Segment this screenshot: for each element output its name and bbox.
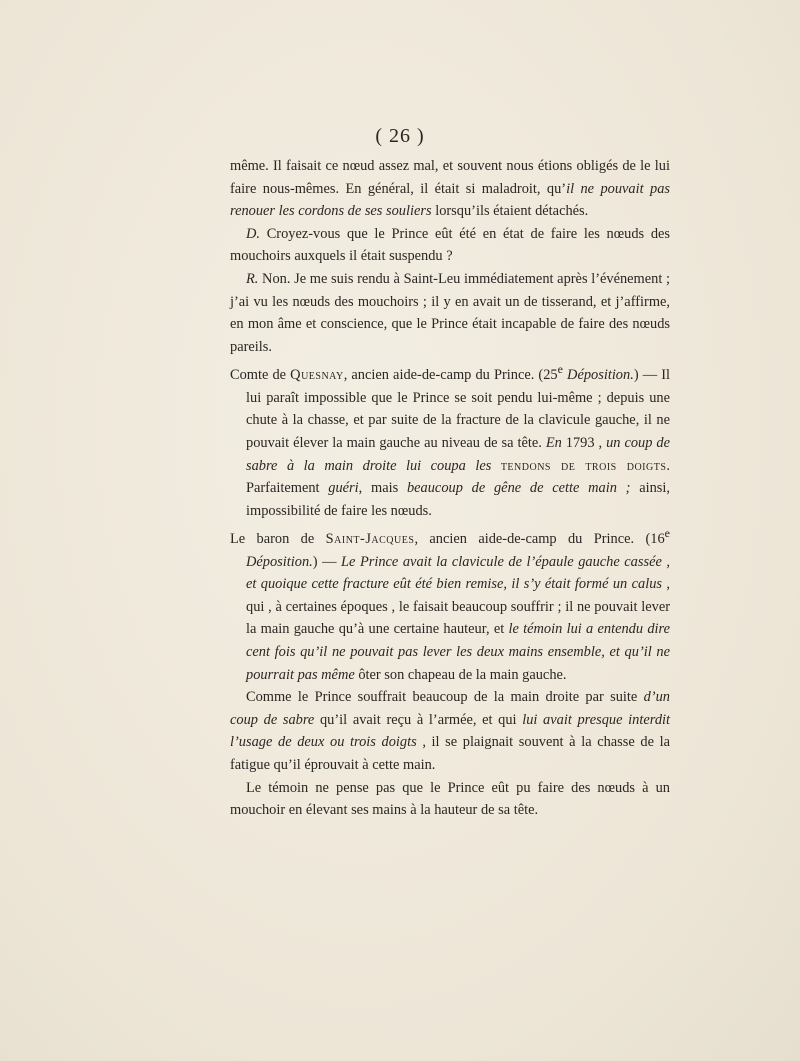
italic-text: d’un coup de sabre [230,689,670,728]
text-run: 1793 , [561,434,607,451]
text-run: Non. Je me suis rendu à Saint-Leu immédiatement après l’événement ; j’ai vu les nœuds des mouchoirs ; il y en avait un de tisserand, et j’affirme, en mon âme et conscience, que le Prince était incapable de faire des nœuds pareils. [230,270,670,355]
paragraph [230,686,670,776]
paragraph [230,268,670,358]
text-run: , ancien aide-de-camp du Prince. (25 [343,367,558,384]
paragraph [230,522,670,686]
text-run: , mais [358,480,407,497]
text-run [491,458,501,474]
paragraph [230,155,670,223]
superscript-text: e [557,362,563,377]
italic-text: lui avait presque interdit l’usage de deux ou trois doigts [230,711,671,751]
superscript-text: e [664,526,670,541]
page-number: ( 26 ) [375,125,425,147]
text-run: Croyez-vous que le Prince eût été en état de faire les nœuds des mouchoirs auxquels il était suspendu ? [230,225,670,265]
text-run: , qui , à certaines époques , le faisait beaucoup souffrir ; il ne pouvait lever la main gauche qu’à une certaine hauteur, et [246,576,670,638]
italic-text: D. [246,225,260,242]
text-run: , ancien aide-de-camp du Prince. (16 [414,531,665,548]
paragraph [230,358,670,522]
italic-text: guéri [328,480,359,497]
text-run: qu’il avait reçu à l’armée, et qui [314,711,523,728]
small-caps-text: tendons de trois doigts [500,457,667,474]
text-run: ôter son chapeau de la main gauche. [354,666,567,683]
text-run: ) — [312,553,342,570]
body-text [230,155,670,822]
text-run: , il se plaignait souvent à la chasse de la fatigue qu’il éprouvait à cette main. [230,734,671,774]
italic-text: il ne pouvait pas renouer les cordons de ses souliers [230,180,670,220]
italic-text: un coup de sabre à la main droite lui coupa les [246,434,670,474]
italic-text: En [545,434,562,451]
italic-text: Déposition. [567,367,634,384]
text-run: ) — Il lui paraît impossible que le Prince se soit pendu lui-même ; depuis une chute à la chasse, et par suite de la fracture de la clavicule gauche, il ne pouvait élever la main gauche au niveau de sa tête. [246,367,670,451]
italic-text: R. [246,270,259,287]
text-run: Comme le Prince souffrait beaucoup de la main droite par suite [246,689,644,706]
small-caps-text: Quesnay [290,367,344,384]
italic-text: le témoin lui a entendu dire cent fois qu’il ne pouvait pas lever les deux mains ensemble, et qu’il ne pourrait pas même [246,621,670,683]
small-caps-text: Saint-Jacques [325,531,415,548]
text-run: . Parfaitement [246,457,670,497]
paragraph [230,777,670,822]
text-run: Le baron de [230,531,326,548]
text-run: Le témoin ne pense pas que le Prince eût pu faire des nœuds à un mouchoir en élevant ses mains à la hauteur de sa tête. [230,779,670,819]
italic-text: Déposition. [246,553,313,570]
text-run: Comte de [230,367,291,384]
italic-text: beaucoup de gêne de cette main ; [406,480,631,497]
text-run: lorsqu’ils étaient détachés. [431,203,589,220]
text-run: ainsi, impossibilité de faire les nœuds. [246,480,670,519]
paragraph [230,223,670,268]
italic-text: Le Prince avait la clavicule de l’épaule gauche cassée , et quoique cette fracture eût été bien remise, il s’y était formé un calus [246,553,670,593]
text-run: même. Il faisait ce nœud assez mal, et souvent nous étions obligés de le lui faire nous-mêmes. En général, il était si maladroit, qu’ [230,158,670,197]
